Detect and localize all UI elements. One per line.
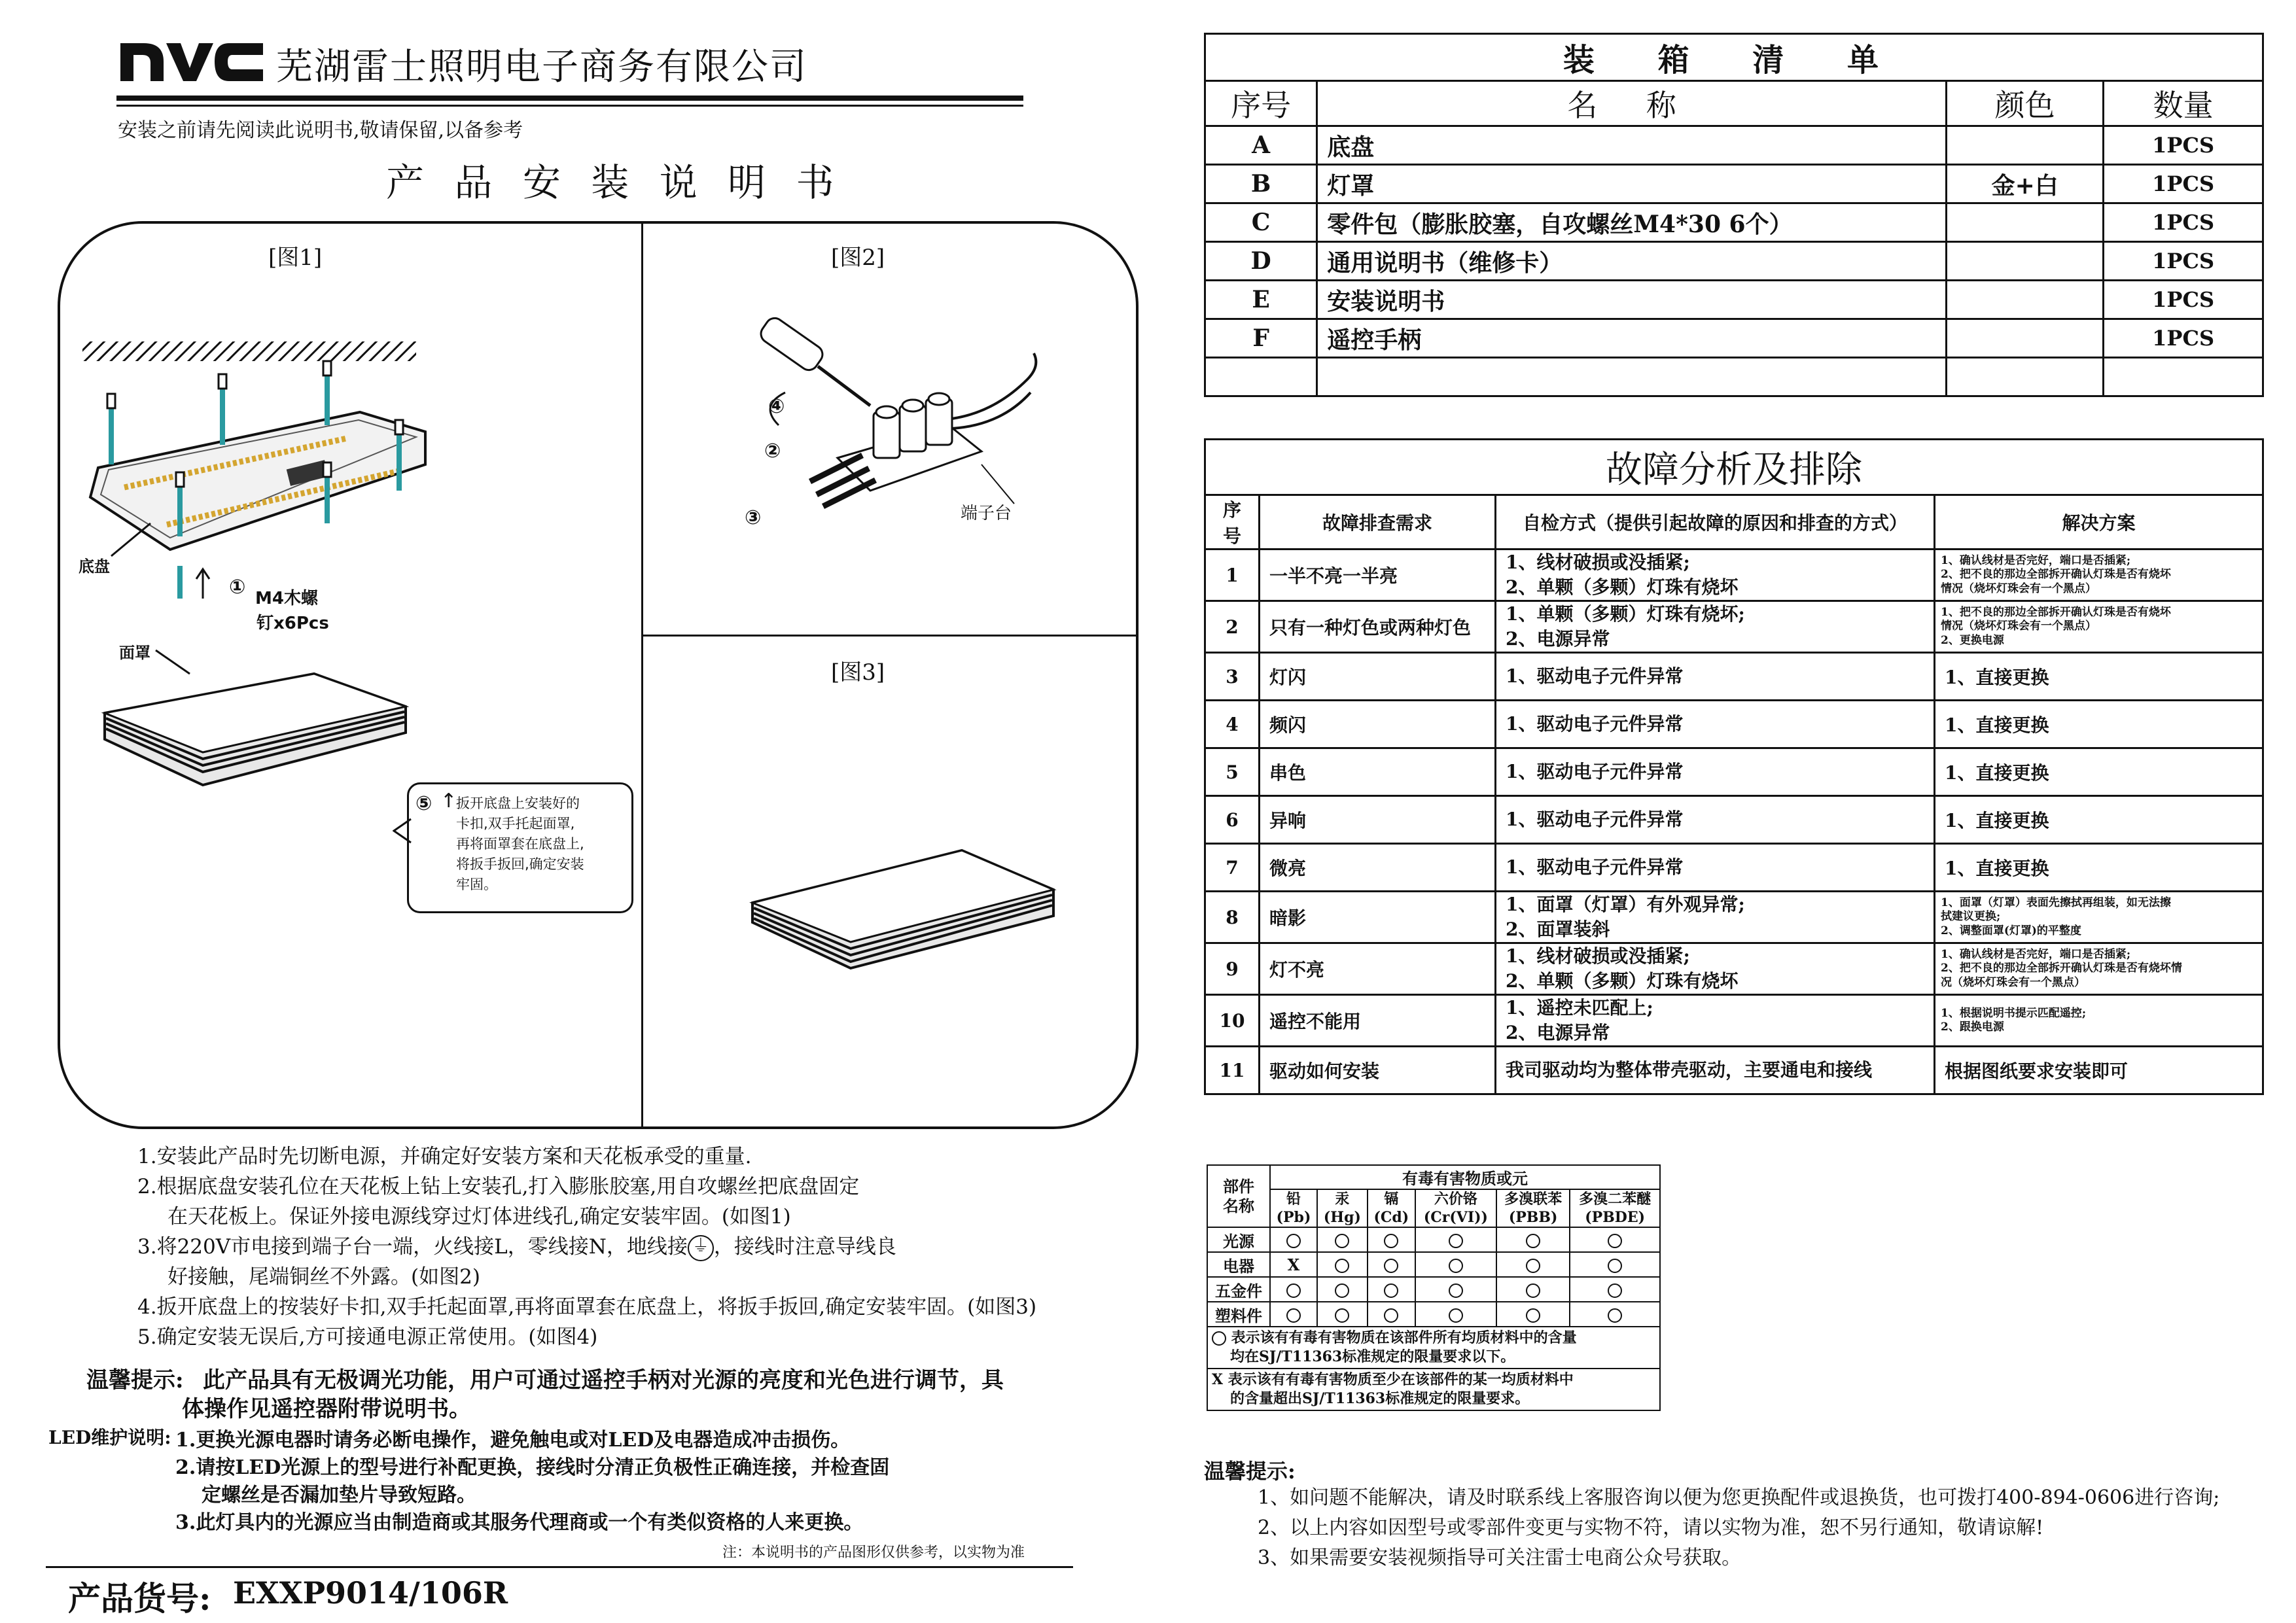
fault-header-no: 序号	[1205, 495, 1260, 550]
product-code-value: EXXP9014/106R	[233, 1575, 508, 1611]
circle-mark-icon	[1384, 1234, 1398, 1248]
substance-symbol: (PBB)	[1508, 1209, 1558, 1226]
packing-cell-id: B	[1205, 165, 1317, 203]
hazard-mark-cell	[1368, 1277, 1415, 1302]
fault-cell-no: 1	[1205, 550, 1260, 601]
fault-check-line: 1、线材破损或没插紧;	[1506, 945, 1690, 967]
fault-cell-solution	[1935, 550, 2263, 601]
packing-row	[1205, 358, 2263, 396]
packing-cell-id: A	[1205, 126, 1317, 165]
fault-solution-line: 1、把不良的那边全部拆开确认灯珠是否有烧坏	[1941, 606, 2171, 620]
led-maintenance-label: LED维护说明:	[48, 1427, 171, 1448]
fault-row	[1205, 748, 2263, 796]
bottom-tips-label: 温馨提示:	[1204, 1459, 1296, 1484]
hazard-legend-x	[1207, 1369, 1660, 1410]
circle-mark-icon	[1526, 1308, 1540, 1323]
fault-check-line: 1、驱动电子元件异常	[1506, 856, 1684, 878]
instruction-2b: 在天花板上。保证外接电源线穿过灯体进线孔,确定安装牢固。(如图1)	[168, 1205, 791, 1229]
hazard-header-name: 名称	[1223, 1196, 1254, 1215]
packing-row	[1205, 281, 2263, 319]
fig3-installed-lamp-drawing	[746, 824, 1073, 981]
hazard-header-group: 有毒有害物质或元	[1270, 1165, 1660, 1189]
fault-cell-solution	[1935, 796, 2263, 844]
figure-divider-horizontal	[643, 635, 1137, 637]
fault-header-check: 自检方式（提供引起故障的原因和排查的方式）	[1496, 495, 1935, 550]
fault-solution-line: 根据图纸要求安装即可	[1945, 1060, 2128, 1082]
instruction-5: 5.确定安装无误后,方可接通电源正常使用。(如图4)	[137, 1325, 598, 1349]
hazard-mark-cell	[1270, 1302, 1317, 1327]
warm-tip-line2: 体操作见遥控器附带说明书。	[182, 1396, 471, 1422]
fault-cell-no: 5	[1205, 748, 1260, 796]
fault-check-line: 2、电源异常	[1506, 1022, 1610, 1043]
fault-solution-line: 情况（烧坏灯珠会有一个黑点）	[1941, 620, 2096, 633]
fault-row	[1205, 995, 2263, 1047]
fault-check-line: 我司驱动均为整体带壳驱动，主要通电和接线	[1506, 1059, 1873, 1081]
fault-check-line: 2、单颗（多颗）灯珠有烧坏	[1506, 970, 1739, 992]
legend-x-line2: 的含量超出SJ/T11363标准规定的限量要求。	[1230, 1390, 1530, 1407]
led-item-2: 2.请按LED光源上的型号进行补配更换，接线时分清正负极性正确连接，并检查固	[175, 1456, 890, 1479]
hazard-substance-table	[1207, 1164, 1661, 1411]
circle-mark-icon	[1608, 1234, 1622, 1248]
hazard-mark-cell	[1368, 1252, 1415, 1277]
packing-cell-name: 通用说明书（维修卡）	[1317, 242, 1947, 281]
circle-mark-icon	[1335, 1234, 1349, 1248]
circle-mark-icon	[1526, 1283, 1540, 1298]
packing-cell-name: 零件包（膨胀胶塞，自攻螺丝M4*30 6个）	[1317, 203, 1947, 242]
packing-cell-name: 底盘	[1317, 126, 1947, 165]
circle-mark-icon	[1335, 1259, 1349, 1273]
fault-row	[1205, 601, 2263, 653]
instruction-3-tail: ，接线时注意导线良	[713, 1235, 896, 1259]
hazard-mark-cell	[1570, 1227, 1660, 1252]
substance-symbol: (PBDE)	[1585, 1209, 1646, 1226]
fault-check-line: 1、驱动电子元件异常	[1506, 809, 1684, 830]
ground-symbol-icon: ⏚	[688, 1235, 714, 1261]
fault-cell-issue: 遥控不能用	[1260, 995, 1496, 1047]
packing-list-table	[1204, 33, 2264, 397]
fault-solution-line: 况（烧坏灯珠会有一个黑点）	[1941, 975, 2085, 989]
header-rule-thin	[116, 105, 1023, 107]
hazard-mark-cell	[1415, 1302, 1496, 1327]
substance-name: 铅	[1286, 1191, 1301, 1208]
bottom-tip-2: 2、以上内容如因型号或零部件变更与实物不符，请以实物为准，恕不另行通知，敬请谅解!	[1258, 1516, 2044, 1539]
fault-cell-no: 6	[1205, 796, 1260, 844]
hazard-substance-header	[1317, 1189, 1368, 1227]
hazard-mark-value: X	[1287, 1255, 1300, 1274]
fault-check-line: 1、面罩（灯罩）有外观异常;	[1506, 894, 1745, 915]
fig1-cover-drawing	[98, 648, 412, 798]
fault-header-solution: 解决方案	[1935, 495, 2263, 550]
legend-o-line2: 均在SJ/T11363标准规定的限量要求以下。	[1230, 1348, 1515, 1365]
fig1-screw-label-2: 钉x6Pcs	[256, 614, 329, 633]
fault-solution-line: 2、跟换电源	[1941, 1021, 2004, 1034]
fault-solution-line: 情况（烧坏灯珠会有一个黑点）	[1941, 582, 2096, 595]
instruction-2: 2.根据底盘安装孔位在天花板上钻上安装孔,打入膨胀胶塞,用自攻螺丝把底盘固定	[137, 1175, 860, 1198]
fault-solution-line: 2、把不良的那边全部拆开确认灯珠是否有烧坏情	[1941, 962, 2182, 975]
circle-mark-icon	[1286, 1283, 1301, 1298]
packing-cell-id: E	[1205, 281, 1317, 319]
packing-cell-id	[1205, 358, 1317, 396]
fault-row	[1205, 701, 2263, 748]
fault-cell-solution	[1935, 701, 2263, 748]
fault-check-line: 2、电源异常	[1506, 628, 1610, 650]
circle-mark-icon	[1335, 1283, 1349, 1298]
packing-cell-color	[1947, 203, 2104, 242]
warm-tip-label: 温馨提示:	[86, 1367, 184, 1393]
led-item-2b: 定螺丝是否漏加垫片导致短路。	[202, 1484, 476, 1507]
circle-mark-icon	[1335, 1308, 1349, 1323]
fault-table-title: 故障分析及排除	[1205, 440, 2263, 495]
packing-cell-name: 灯罩	[1317, 165, 1947, 203]
packing-cell-name	[1317, 358, 1947, 396]
fault-row	[1205, 1047, 2263, 1094]
fig2-step2-marker: ②	[764, 440, 781, 462]
fault-solution-line: 1、确认线材是否完好，端口是否插紧;	[1941, 948, 2131, 962]
hazard-header-part: 部件	[1223, 1176, 1254, 1196]
fault-cell-no: 11	[1205, 1047, 1260, 1094]
hazard-mark-cell	[1570, 1302, 1660, 1327]
fault-cell-check	[1496, 701, 1935, 748]
fault-cell-solution	[1935, 844, 2263, 892]
packing-cell-id: C	[1205, 203, 1317, 242]
hazard-part: 光源	[1207, 1227, 1270, 1252]
fault-solution-line: 1、直接更换	[1945, 714, 2049, 736]
circle-mark-icon	[1384, 1283, 1398, 1298]
hazard-row	[1207, 1277, 1660, 1302]
fault-cell-issue: 频闪	[1260, 701, 1496, 748]
circle-mark-icon	[1384, 1259, 1398, 1273]
substance-name: 汞	[1335, 1191, 1350, 1208]
company-name: 芜湖雷士照明电子商务有限公司	[276, 46, 807, 88]
hazard-mark-cell	[1496, 1227, 1570, 1252]
hazard-mark-cell	[1317, 1277, 1368, 1302]
fault-row	[1205, 844, 2263, 892]
callout-line: 再将面罩套在底盘上,	[456, 836, 584, 852]
fig1-base-label: 底盘	[79, 557, 110, 576]
packing-cell-color	[1947, 281, 2104, 319]
fault-row	[1205, 892, 2263, 943]
fault-solution-line: 1、确认线材是否完好，端口是否插紧;	[1941, 554, 2131, 568]
packing-cell-qty: 1PCS	[2104, 165, 2263, 203]
fault-solution-line: 1、直接更换	[1945, 858, 2049, 879]
packing-header-no: 序号	[1205, 81, 1317, 126]
fault-cell-check	[1496, 653, 1935, 701]
packing-cell-id: D	[1205, 242, 1317, 281]
instruction-4: 4.扳开底盘上的按装好卡扣,双手托起面罩,再将面罩套在底盘上，将扳手扳回,确定安装牢固。(如图3)	[137, 1295, 1037, 1319]
fault-cell-no: 10	[1205, 995, 1260, 1047]
instruction-3b: 好接触，尾端铜丝不外露。(如图2)	[168, 1265, 480, 1289]
fault-cell-issue: 微亮	[1260, 844, 1496, 892]
hazard-mark-cell	[1496, 1277, 1570, 1302]
packing-cell-qty: 1PCS	[2104, 126, 2263, 165]
hazard-row	[1207, 1227, 1660, 1252]
packing-cell-color	[1947, 126, 2104, 165]
hazard-mark-cell	[1270, 1277, 1317, 1302]
hazard-substance-header	[1415, 1189, 1496, 1227]
fault-cell-issue: 灯闪	[1260, 653, 1496, 701]
circle-mark-icon	[1449, 1283, 1463, 1298]
fault-solution-line: 1、根据说明书提示匹配遥控;	[1941, 1006, 2087, 1020]
hazard-substance-header	[1368, 1189, 1415, 1227]
brand-logo	[118, 37, 265, 84]
fault-solution-line: 拭建议更换;	[1941, 910, 2001, 924]
substance-symbol: (Pb)	[1276, 1209, 1311, 1226]
circle-mark-icon	[1526, 1259, 1540, 1273]
fault-row	[1205, 943, 2263, 995]
fault-cell-issue: 一半不亮一半亮	[1260, 550, 1496, 601]
fault-solution-line: 1、直接更换	[1945, 810, 2049, 831]
fault-cell-solution	[1935, 1047, 2263, 1094]
circle-mark-icon	[1608, 1283, 1622, 1298]
substance-name: 多溴二苯醚	[1579, 1191, 1651, 1208]
fig1-callout-box	[407, 782, 633, 913]
fig3-label: [图3]	[831, 659, 885, 686]
packing-cell-qty	[2104, 358, 2263, 396]
read-notice: 安装之前请先阅读此说明书,敬请保留,以备参考	[118, 119, 523, 142]
instruction-3	[137, 1231, 896, 1263]
hazard-row	[1207, 1252, 1660, 1277]
bottom-tip-1: 1、如问题不能解决，请及时联系线上客服咨询以便为您更换配件或退换货，也可拨打400-894-0606进行咨询;	[1258, 1486, 2220, 1509]
disclaimer-note: 注：本说明书的产品图形仅供参考，以实物为准	[722, 1544, 1025, 1561]
fig1-ceiling-mount-drawing	[72, 334, 438, 608]
fault-cell-issue: 驱动如何安装	[1260, 1047, 1496, 1094]
fig2-step3-marker: ③	[745, 506, 762, 529]
figure-divider-vertical	[641, 222, 643, 1128]
fault-check-line: 1、遥控未匹配上;	[1506, 997, 1653, 1019]
fig1-step1-marker: ①	[229, 576, 246, 599]
header-rule-thick	[116, 96, 1023, 101]
packing-header-color: 颜色	[1947, 81, 2104, 126]
callout-line: 牢固。	[456, 877, 497, 892]
fig1-screw-label-1: M4木螺	[255, 589, 318, 608]
fault-row	[1205, 653, 2263, 701]
hazard-mark-cell	[1496, 1252, 1570, 1277]
fault-check-line: 2、面罩装斜	[1506, 918, 1610, 940]
fault-cell-solution	[1935, 601, 2263, 653]
packing-row	[1205, 165, 2263, 203]
led-item-1: 1.更换光源电器时请务必断电操作，避免触电或对LED及电器造成冲击损伤。	[175, 1429, 851, 1452]
hazard-substance-header	[1496, 1189, 1570, 1227]
legend-x-mark: X	[1212, 1371, 1224, 1388]
fault-check-line: 1、驱动电子元件异常	[1506, 713, 1684, 735]
substance-symbol: (Cr(VI))	[1423, 1209, 1488, 1226]
fig1-label: [图1]	[268, 245, 323, 271]
callout-line: 卡扣,双手托起面罩,	[456, 816, 575, 831]
circle-mark-icon	[1608, 1259, 1622, 1273]
fault-cell-solution	[1935, 892, 2263, 943]
hazard-mark-cell	[1270, 1227, 1317, 1252]
packing-header-name: 名 称	[1317, 81, 1947, 126]
hazard-mark-cell	[1415, 1252, 1496, 1277]
callout-line: 将扳手扳回,确定安装	[456, 856, 584, 872]
hazard-header-part-cell	[1207, 1165, 1270, 1227]
packing-cell-color	[1947, 242, 2104, 281]
packing-cell-name: 安装说明书	[1317, 281, 1947, 319]
substance-name: 六价铬	[1434, 1191, 1477, 1208]
fault-solution-line: 2、更换电源	[1941, 633, 2004, 647]
packing-cell-name: 遥控手柄	[1317, 319, 1947, 358]
fault-solution-line: 1、直接更换	[1945, 762, 2049, 784]
fault-check-line: 1、驱动电子元件异常	[1506, 761, 1684, 782]
packing-row	[1205, 242, 2263, 281]
hazard-mark-cell	[1496, 1302, 1570, 1327]
warm-tip-line1: 此产品具有无极调光功能，用户可通过遥控手柄对光源的亮度和光色进行调节，具	[203, 1367, 1004, 1393]
substance-name: 镉	[1384, 1191, 1399, 1208]
packing-cell-color	[1947, 319, 2104, 358]
fault-solution-line: 2、调整面罩(灯罩)的平整度	[1941, 924, 2081, 937]
packing-cell-qty: 1PCS	[2104, 203, 2263, 242]
callout-line: 扳开底盘上安装好的	[456, 795, 580, 811]
hazard-mark-cell	[1415, 1227, 1496, 1252]
hazard-substance-header	[1270, 1189, 1317, 1227]
packing-row	[1205, 203, 2263, 242]
circle-mark-icon	[1449, 1234, 1463, 1248]
fault-cell-check	[1496, 844, 1935, 892]
hazard-part: 塑料件	[1207, 1302, 1270, 1327]
fault-table	[1204, 438, 2264, 1095]
hazard-substance-header	[1570, 1189, 1660, 1227]
fault-check-line: 1、单颗（多颗）灯珠有烧坏;	[1506, 603, 1745, 625]
fault-cell-check	[1496, 943, 1935, 995]
packing-cell-color: 金+白	[1947, 165, 2104, 203]
substance-name: 多溴联苯	[1504, 1191, 1563, 1208]
packing-row	[1205, 126, 2263, 165]
hazard-mark-cell	[1368, 1227, 1415, 1252]
fault-cell-check	[1496, 1047, 1935, 1094]
packing-cell-qty: 1PCS	[2104, 281, 2263, 319]
packing-cell-id: F	[1205, 319, 1317, 358]
fault-cell-no: 9	[1205, 943, 1260, 995]
fault-cell-issue: 串色	[1260, 748, 1496, 796]
hazard-mark-cell	[1570, 1277, 1660, 1302]
circle-mark-icon	[1286, 1308, 1301, 1323]
fault-cell-check	[1496, 892, 1935, 943]
hazard-mark-cell	[1317, 1252, 1368, 1277]
hazard-legend-o	[1207, 1327, 1660, 1369]
packing-cell-color	[1947, 358, 2104, 396]
fault-row	[1205, 550, 2263, 601]
doc-title: 产 品 安 装 说 明 书	[386, 160, 843, 205]
fault-cell-solution	[1935, 748, 2263, 796]
product-code-label: 产品货号:	[68, 1579, 211, 1618]
instruction-3-text: 3.将220V市电接到端子台一端，火线接L，零线接N，地线接	[137, 1235, 688, 1259]
packing-cell-qty: 1PCS	[2104, 242, 2263, 281]
fault-cell-no: 8	[1205, 892, 1260, 943]
hazard-part: 五金件	[1207, 1277, 1270, 1302]
fault-header-issue: 故障排查需求	[1260, 495, 1496, 550]
fault-cell-check	[1496, 748, 1935, 796]
packing-header-qty: 数量	[2104, 81, 2263, 126]
fault-cell-no: 2	[1205, 601, 1260, 653]
callout-step5-marker: ⑤	[415, 792, 433, 815]
disclaimer-rule	[46, 1566, 1073, 1568]
fault-cell-check	[1496, 995, 1935, 1047]
hazard-mark-cell	[1270, 1252, 1317, 1277]
fault-cell-check	[1496, 550, 1935, 601]
packing-list-title: 装 箱 清 单	[1205, 34, 2263, 81]
instruction-1: 1.安装此产品时先切断电源，并确定好安装方案和天花板承受的重量.	[137, 1145, 752, 1168]
hazard-part: 电器	[1207, 1252, 1270, 1277]
fault-row	[1205, 796, 2263, 844]
hazard-mark-cell	[1415, 1277, 1496, 1302]
hazard-row	[1207, 1302, 1660, 1327]
fig1-cover-label: 面罩	[119, 644, 150, 662]
hazard-mark-cell	[1570, 1252, 1660, 1277]
circle-mark-icon	[1449, 1308, 1463, 1323]
substance-symbol: (Cd)	[1373, 1209, 1409, 1226]
fault-cell-issue: 暗影	[1260, 892, 1496, 943]
circle-mark-icon	[1449, 1259, 1463, 1273]
fault-cell-no: 7	[1205, 844, 1260, 892]
fault-cell-issue: 灯不亮	[1260, 943, 1496, 995]
fault-cell-solution	[1935, 943, 2263, 995]
hazard-mark-cell	[1317, 1302, 1368, 1327]
packing-cell-qty: 1PCS	[2104, 319, 2263, 358]
circle-mark-icon	[1286, 1234, 1301, 1248]
fault-cell-check	[1496, 601, 1935, 653]
fault-solution-line: 1、面罩（灯罩）表面先擦拭再组装，如无法擦	[1941, 896, 2171, 910]
fault-check-line: 2、单颗（多颗）灯珠有烧坏	[1506, 576, 1739, 598]
fig2-terminal-label: 端子台	[961, 504, 1012, 523]
packing-row	[1205, 319, 2263, 358]
legend-x-line1: 表示该有有毒有害物质至少在该部件的某一均质材料中	[1227, 1371, 1574, 1388]
circle-mark-icon	[1608, 1308, 1622, 1323]
fault-solution-line: 1、直接更换	[1945, 667, 2049, 688]
callout-pointer	[393, 818, 412, 844]
hazard-mark-cell	[1368, 1302, 1415, 1327]
fault-check-line: 1、线材破损或没插紧;	[1506, 551, 1690, 573]
circle-mark-icon	[1384, 1308, 1398, 1323]
circle-mark-icon	[1526, 1234, 1540, 1248]
fig2-step4-marker: ④	[768, 395, 785, 418]
fault-cell-solution	[1935, 995, 2263, 1047]
substance-symbol: (Hg)	[1323, 1209, 1361, 1226]
hazard-mark-cell	[1317, 1227, 1368, 1252]
fig2-label: [图2]	[831, 245, 885, 271]
fault-cell-issue: 异响	[1260, 796, 1496, 844]
callout-arrow-icon: ↑	[440, 790, 457, 812]
bottom-tip-3: 3、如果需要安装视频指导可关注雷士电商公众号获取。	[1258, 1546, 1742, 1569]
fault-cell-issue: 只有一种灯色或两种灯色	[1260, 601, 1496, 653]
circle-mark-icon	[1212, 1331, 1226, 1346]
led-item-3: 3.此灯具内的光源应当由制造商或其服务代理商或一个有类似资格的人来更换。	[175, 1511, 864, 1534]
fault-check-line: 1、驱动电子元件异常	[1506, 665, 1684, 687]
fault-cell-no: 4	[1205, 701, 1260, 748]
fault-cell-no: 3	[1205, 653, 1260, 701]
fault-cell-check	[1496, 796, 1935, 844]
fault-cell-solution	[1935, 653, 2263, 701]
legend-o-line1: 表示该有有毒有害物质在该部件所有均质材料中的含量	[1231, 1329, 1577, 1346]
fault-solution-line: 2、把不良的那边全部拆开确认灯珠是否有烧坏	[1941, 568, 2171, 582]
